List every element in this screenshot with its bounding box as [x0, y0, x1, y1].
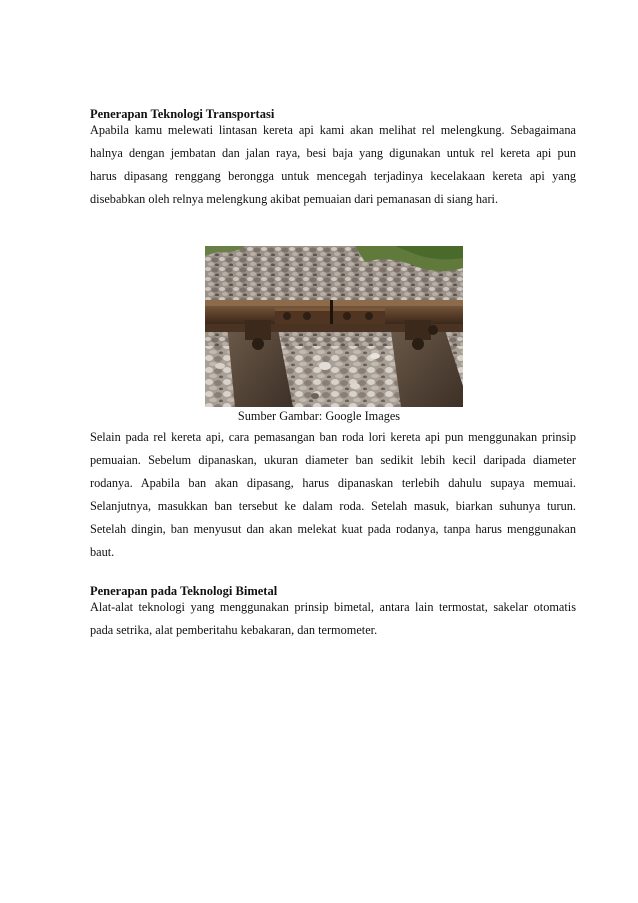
paragraph-line: Alat-alat teknologi yang menggunakan prinsip bimetal, antara lain termostat, sakelar otomatis [90, 600, 576, 614]
paragraph-line: harus dipasang renggang berongga untuk mencegah terjadinya kecelakaan kereta api yang [90, 169, 576, 183]
paragraph-line: Selanjutnya, masukkan ban tersebut ke dalam roda. Setelah masuk, biarkan suhunya turun. [90, 499, 576, 513]
paragraph-ban-roda-lori [90, 426, 576, 564]
paragraph-line: Setelah dingin, ban menyusut dan akan melekat kuat pada rodanya, tanpa harus menggunakan [90, 522, 576, 536]
section-heading-bimetal: Penerapan pada Teknologi Bimetal [90, 584, 278, 598]
paragraph-line: Apabila kamu melewati lintasan kereta api kami akan melihat rel melengkung. Sebagaimana [90, 123, 576, 137]
figure-caption: Sumber Gambar: Google Images [237, 409, 401, 423]
paragraph-line: disebabkan oleh relnya melengkung akibat pemuaian dari pemanasan di siang hari. [90, 192, 499, 206]
railway-rail-photo [205, 246, 463, 407]
paragraph-line: pada setrika, alat pemberitahu kebakaran, dan termometer. [90, 623, 378, 637]
paragraph-line: Selain pada rel kereta api, cara pemasangan ban roda lori kereta api pun menggunakan prinsip [90, 430, 576, 444]
section-heading-transportasi: Penerapan Teknologi Transportasi [90, 107, 275, 121]
paragraph-line: baut. [90, 545, 115, 559]
paragraph-rel-kereta [90, 119, 576, 211]
paragraph-line: halnya dengan jembatan dan jalan raya, besi baja yang digunakan untuk rel kereta api pun [90, 146, 576, 160]
paragraph-line: rodanya. Apabila ban akan dipasang, harus dipanaskan terlebih dahulu supaya memuai. [90, 476, 576, 490]
paragraph-bimetal [90, 596, 576, 642]
paragraph-line: pemuaian. Sebelum dipanaskan, ukuran diameter ban sedikit lebih kecil daripada diameter [90, 453, 576, 467]
